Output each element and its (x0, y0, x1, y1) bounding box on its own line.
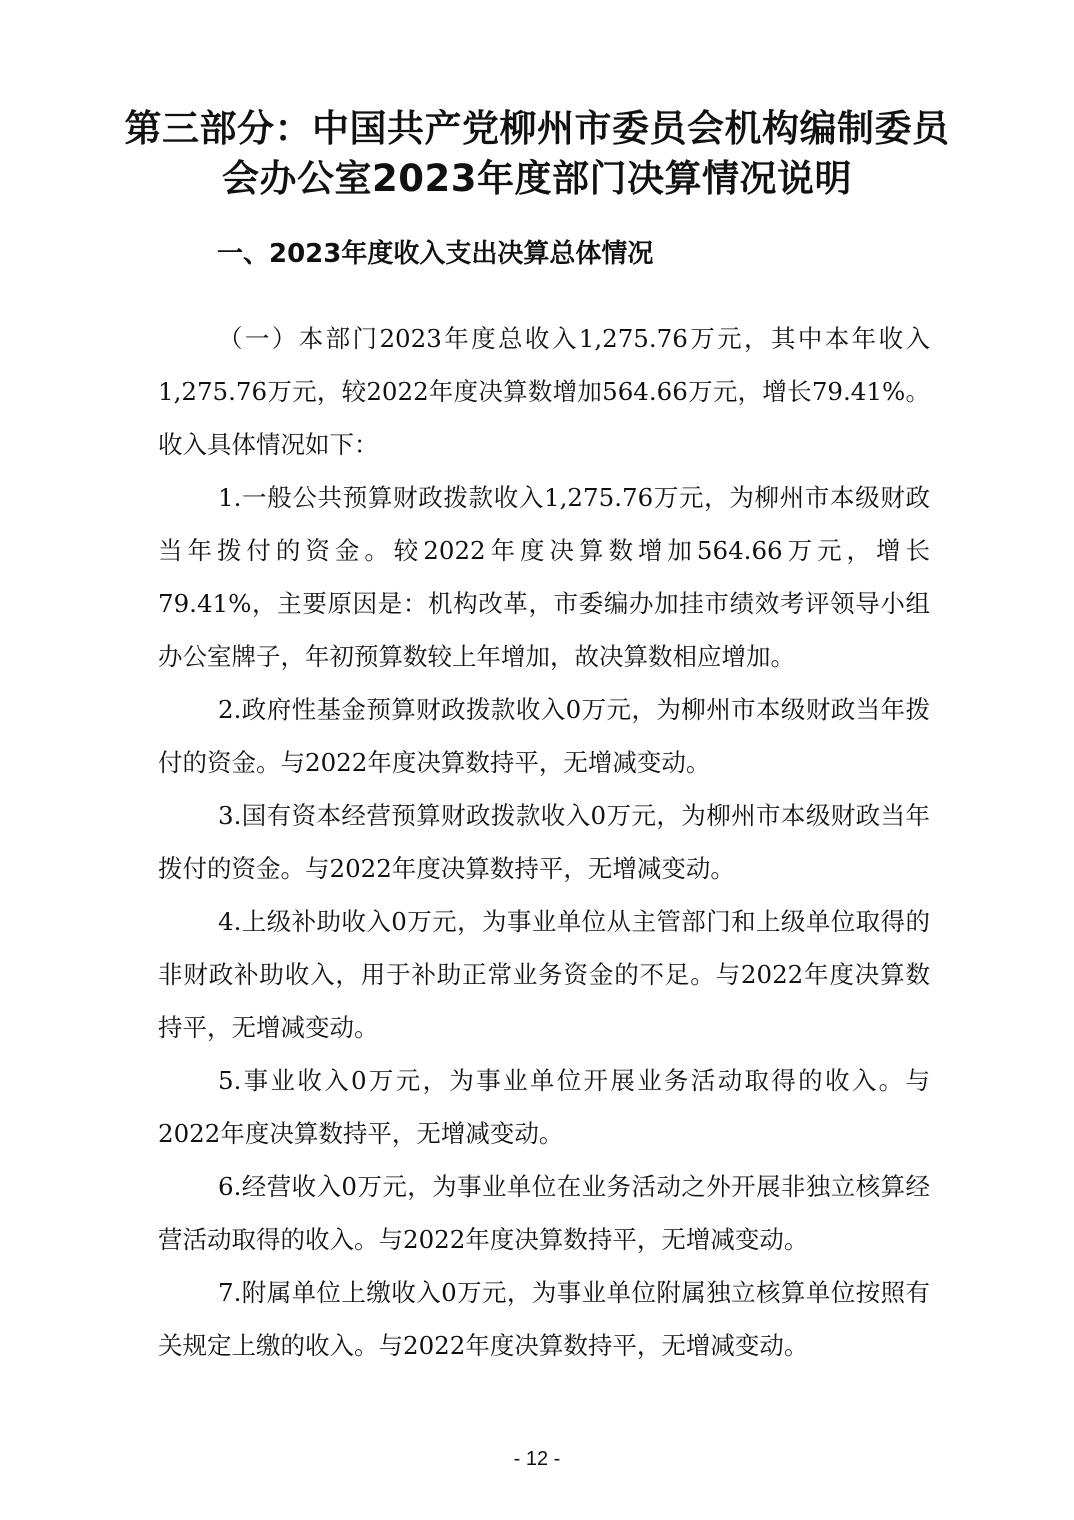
paragraph-general-budget: 1.一般公共预算财政拨款收入1,275.76万元，为柳州市本级财政当年拨付的资金。较2022年度决算数增加564.66万元，增长79.41%，主要原因是：机构改革，市委编办加挂市绩效考评领导小组办公室牌子，年初预算数较上年增加，故决算数相应增加。 (158, 483, 930, 671)
paragraph-superior-subsidy: 4.上级补助收入0万元，为事业单位从主管部门和上级单位取得的非财政补助收入，用于补助正常业务资金的不足。与2022年度决算数持平，无增减变动。 (158, 907, 930, 1042)
document-title: 第三部分：中国共产党柳州市委员会机构编制委员会办公室2023年度部门决算情况说明 (124, 107, 950, 200)
paragraph-state-capital: 3.国有资本经营预算财政拨款收入0万元，为柳州市本级财政当年拨付的资金。与2022年度决算数持平，无增减变动。 (158, 801, 930, 883)
paragraph-affiliated-unit-income: 7.附属单位上缴收入0万元，为事业单位附属独立核算单位按照有关规定上缴的收入。与2022年度决算数持平，无增减变动。 (158, 1278, 930, 1360)
paragraph-total-income: （一）本部门2023年度总收入1,275.76万元，其中本年收入1,275.76万元，较2022年度决算数增加564.66万元，增长79.41%。收入具体情况如下： (158, 324, 930, 459)
section-heading: 一、2023年度收入支出决算总体情况 (217, 239, 654, 269)
document-body (158, 312, 930, 1372)
paragraph-business-income: 5.事业收入0万元，为事业单位开展业务活动取得的收入。与2022年度决算数持平，无增减变动。 (158, 1066, 930, 1148)
paragraph-operating-income: 6.经营收入0万元，为事业单位在业务活动之外开展非独立核算经营活动取得的收入。与2022年度决算数持平，无增减变动。 (158, 1172, 930, 1254)
paragraph-government-fund: 2.政府性基金预算财政拨款收入0万元，为柳州市本级财政当年拨付的资金。与2022年度决算数持平，无增减变动。 (158, 695, 930, 777)
page-number: - 12 - (513, 1448, 561, 1470)
